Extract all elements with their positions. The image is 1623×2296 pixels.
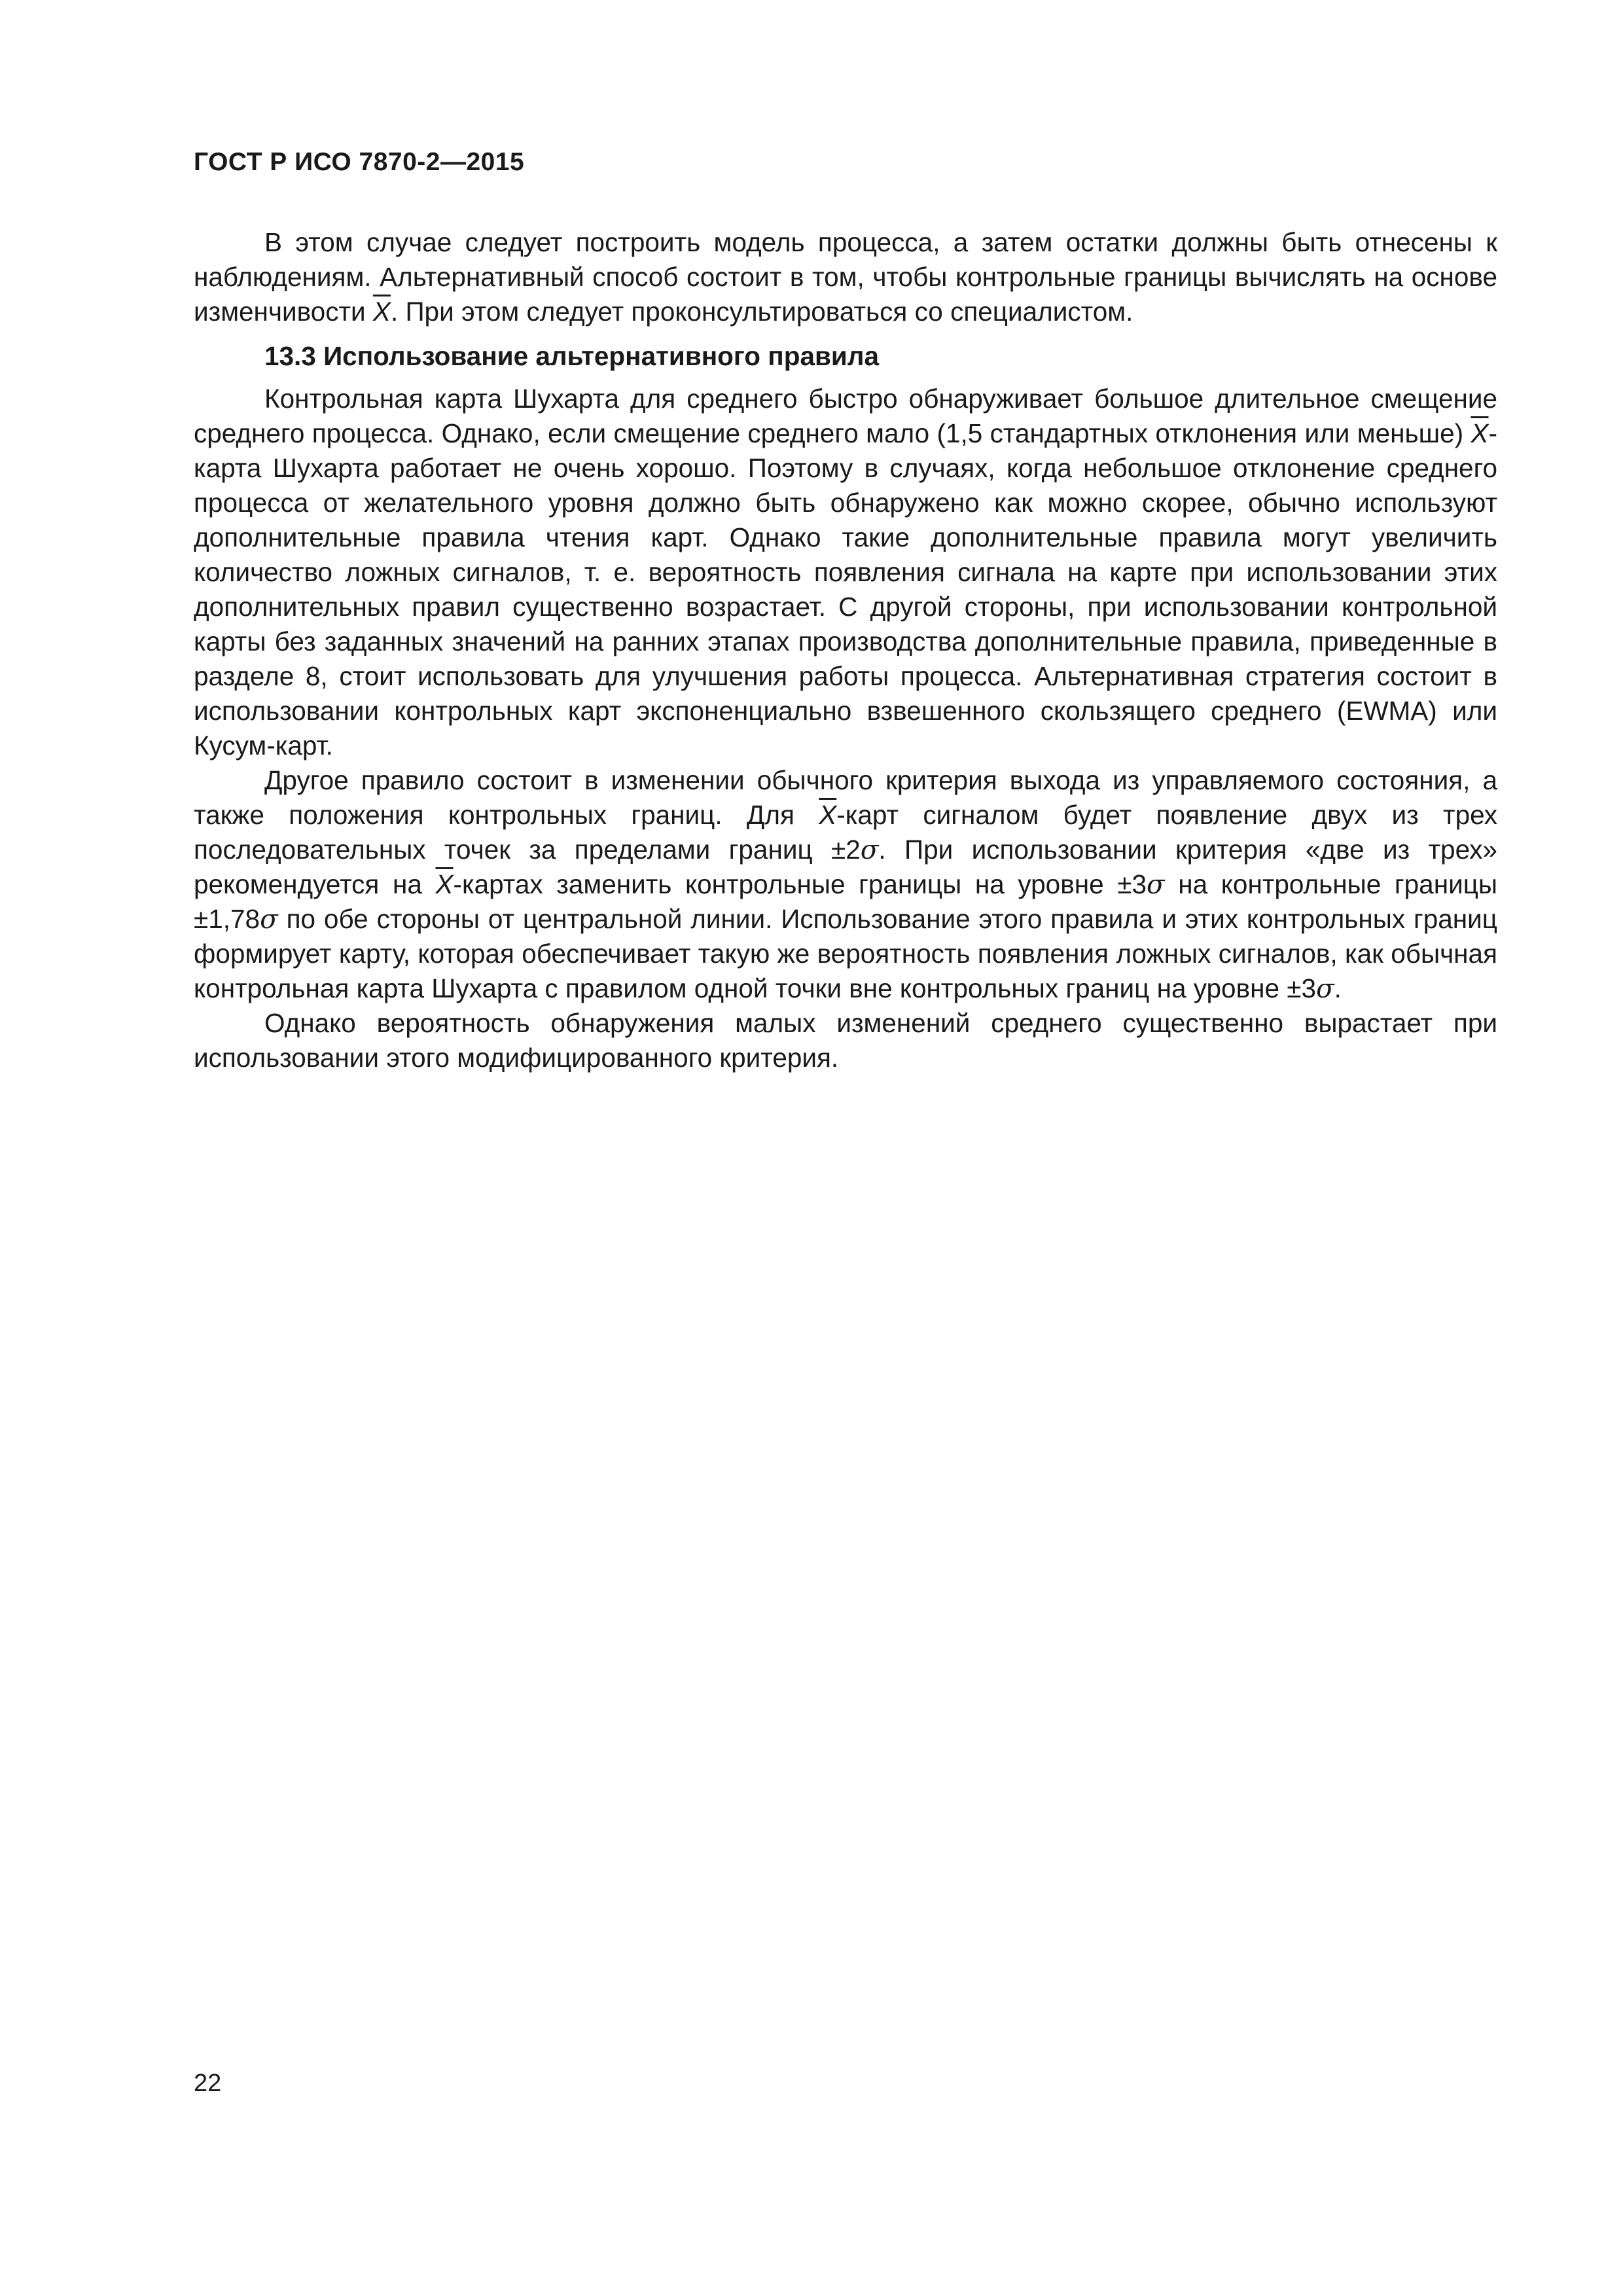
paragraph-model-residuals [194,225,1497,329]
text-run: . При использовании критерия «две из трех» рекомендуется на [194,834,1497,899]
x-bar-symbol: $\overline{X}$ [372,296,391,327]
x-bar-symbol: $\overline{X}$ [819,800,837,830]
body-text [194,225,1497,1075]
x-bar-symbol: $\overline{X}$ [435,869,454,899]
text-run: Другое правило состоит в изменении обычного критерия выхода из управляемого состояния, а также положения контрольных границ. Для [194,765,1497,830]
sigma-symbol: σ [1315,973,1334,1004]
sigma-symbol: σ [860,834,879,865]
paragraph-detection-probability: Однако вероятность обнаружения малых изменений среднего существенно вырастает при использовании этого модифицированного критерия. [194,1008,1497,1073]
paragraph-alternative-rule [194,763,1497,1006]
page-number: 22 [194,2070,222,2097]
document-header: ГОСТ Р ИСО 7870-2—2015 [194,148,525,176]
text-run: -картах заменить контрольные границы на уровне ±3 [453,869,1147,899]
text-run: по обе стороны от центральной линии. Использование этого правила и этих контрольных границ формирует карту, которая обеспечивает такую же вероятность появления ложных сигналов, как обычная контрольная карта Шухарта с правилом одной точки вне контрольных границ на уровне ±3 [194,904,1497,1003]
section-heading-13-3: 13.3 Использование альтернативного правила [264,341,880,371]
sigma-symbol: σ [1146,869,1165,900]
sigma-symbol: σ [260,903,278,935]
x-bar-symbol: $\overline{X}$ [1471,418,1489,448]
text-run: -карт сигналом будет появление двух из трех последовательных точек за пределами границ ±2 [194,800,1498,865]
text-run: . [1334,973,1342,1003]
text-run: на контрольные границы ±1,78 [194,869,1497,934]
text-run: В этом случае следует построить модель процесса, а затем остатки должны быть отнесены к наблюдениям. Альтернативный способ состоит в том, чтобы контрольные границы вычислять на основе изменчивости [194,227,1497,327]
text-run: . При этом следует проконсультироваться со специалистом. [390,296,1133,327]
paragraph-shewhart-chart [194,382,1497,763]
text-run: -карта Шухарта работает не очень хорошо. Поэтому в случаях, когда небольшое отклонение среднего процесса от желательного уровня должно быть обнаружено как можно скорее, обычно используют дополнительные правила чтения карт. Однако такие дополнительные правила могут увеличить количество ложных сигналов, т. е. вероятность появления сигнала на карте при использовании этих дополнительных правил существенно возрастает. С другой стороны, при использовании контрольной карты без заданных значений на ранних этапах производства дополнительные правила, приведенные в разделе 8, стоит использовать для улучшения работы процесса. Альтернативная стратегия состоит в использовании контрольных карт экспоненциально взвешенного скользящего среднего (EWMA) или Кусум-карт. [194,418,1497,761]
text-run: Контрольная карта Шухарта для среднего быстро обнаруживает большое длительное смещение среднего процесса. Однако, если смещение среднего мало (1,5 стандартных отклонения или меньше) [194,384,1497,448]
